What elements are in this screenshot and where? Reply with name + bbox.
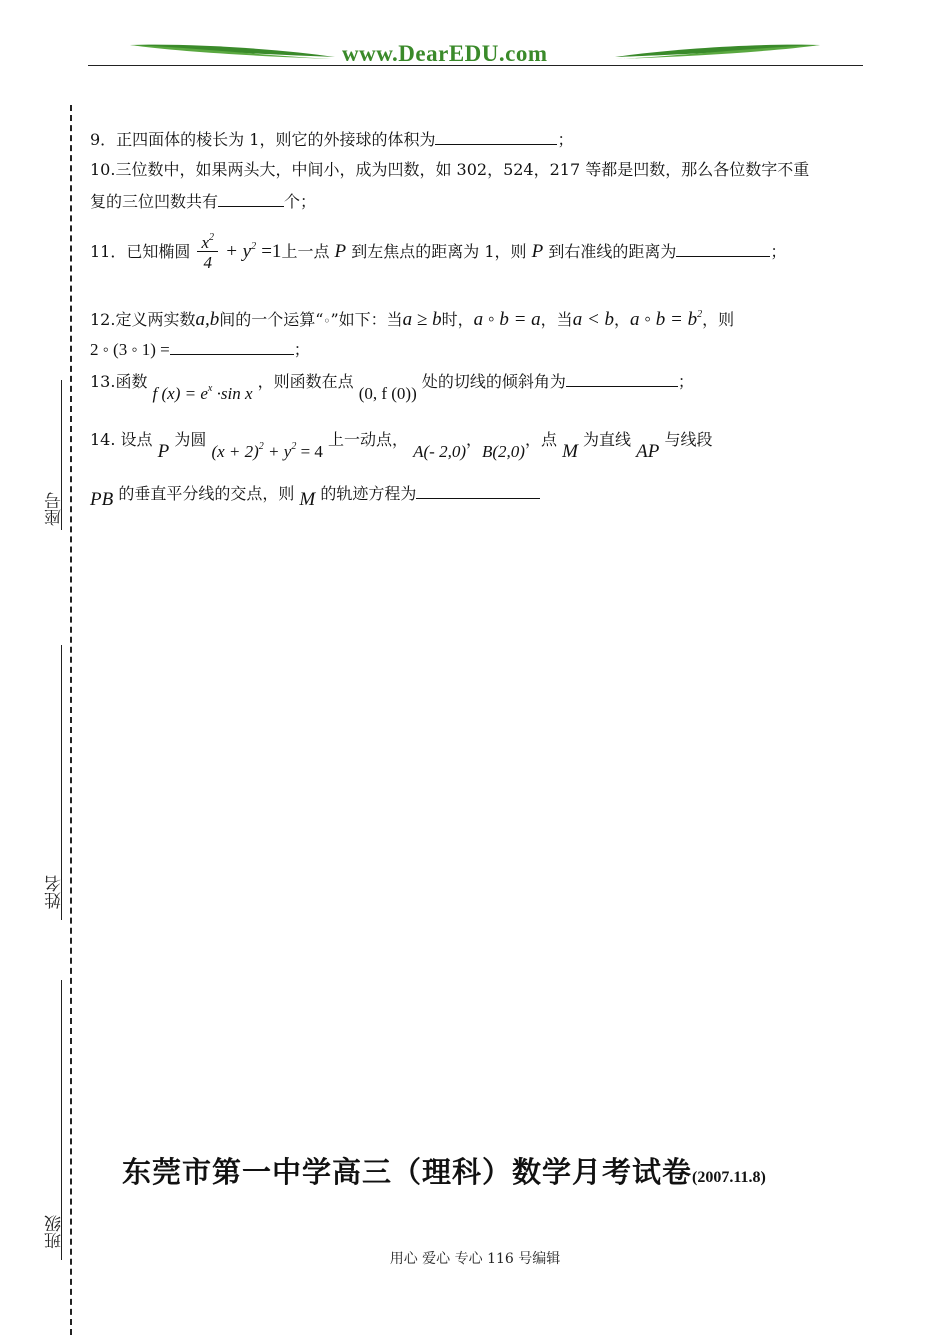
- q10-answer-blank[interactable]: [218, 192, 284, 207]
- q14-B: B(2,0): [482, 442, 525, 461]
- q9-answer-blank[interactable]: [435, 130, 557, 145]
- exam-title-date: (2007.11.8): [692, 1169, 766, 1186]
- q14-mid1: 为圆: [174, 430, 207, 449]
- q14-mid3: 为直线: [583, 430, 632, 449]
- q14-M2: M: [299, 489, 316, 510]
- q11-eq: =1: [261, 241, 282, 262]
- question-14-line2: [90, 484, 540, 510]
- q11-p2: P: [531, 241, 544, 262]
- binding-dashed-line: [70, 105, 72, 1335]
- q9-text: 9．正四面体的棱长为 1，则它的外接球的体积为: [90, 130, 436, 149]
- q14-sep2: ，点: [524, 430, 557, 449]
- brand-logo-text: www.DearEDU.com: [342, 41, 548, 66]
- q10-line2b: 个；: [284, 192, 317, 211]
- header-rule: [88, 65, 863, 66]
- page-footer: 用心 爱心 专心 116 号编辑: [389, 1251, 561, 1267]
- q12-pre: 12.定义两实数: [90, 310, 196, 329]
- question-9: [90, 130, 573, 148]
- q14-circle2-exp: 2: [291, 441, 297, 452]
- q11-mid3: 到右准线的距离为: [548, 242, 677, 261]
- q12-cond1: a ≥ b: [402, 309, 442, 330]
- exam-title: [122, 1150, 766, 1191]
- q14-sep1: ，: [466, 430, 483, 449]
- q12-mid1: 间的一个运算“: [219, 310, 324, 329]
- q11-mid2: 到左焦点的距离为 1，则: [351, 242, 527, 261]
- q13-func-exp: x: [207, 383, 213, 394]
- q12-answer-blank[interactable]: [170, 340, 294, 355]
- q13-func: f (x) = e: [152, 384, 208, 403]
- q11-frac-den: 4: [203, 253, 212, 272]
- exam-title-main: 东莞市第一中学高三（理科）数学月考试卷: [122, 1155, 693, 1189]
- q12-cond2: a < b: [572, 309, 615, 330]
- question-10-line2: [90, 192, 316, 210]
- q14-circle-exp: 2: [258, 441, 264, 452]
- q13-point: (0, f (0)): [358, 384, 417, 403]
- q12-tail: ；: [293, 340, 310, 359]
- name-label: 姓名: [45, 875, 65, 909]
- q14-mid5: 的垂直平分线的交点，则: [118, 484, 295, 503]
- q12-op: ◦: [323, 314, 331, 328]
- q14-mid2: 上一动点，: [328, 430, 409, 449]
- q12-ab: a,b: [195, 309, 220, 330]
- q14-answer-blank[interactable]: [416, 484, 540, 499]
- q13-mid2: 处的切线的倾斜角为: [421, 372, 566, 391]
- q11-p1: P: [334, 241, 347, 262]
- class-label: 班级: [45, 1215, 65, 1249]
- q14-M1: M: [562, 441, 578, 462]
- q14-PB: PB: [90, 489, 114, 510]
- q11-tail: ；: [770, 242, 787, 261]
- q12-mid5: ，: [614, 310, 631, 329]
- q13-pre: 13.函数: [90, 372, 148, 391]
- q10-line1: 10.三位数中，如果两头大，中间小，成为凹数，如 302，524，217 等都是凹数，那么各位数字不重: [90, 160, 810, 179]
- q14-circle3: = 4: [296, 442, 323, 461]
- q10-line2a: 复的三位凹数共有: [90, 192, 219, 211]
- q11-expr: + y: [225, 241, 252, 262]
- question-10-line1: [90, 162, 809, 178]
- question-13: [90, 372, 694, 403]
- seat-label: 座号: [45, 492, 65, 526]
- q12-res1: a ◦ b = a: [473, 309, 541, 330]
- q14-circle: (x + 2): [211, 442, 259, 461]
- q11-num-exp: 2: [209, 232, 215, 243]
- q12-line2: 2 ◦ (3 ◦ 1) =: [90, 340, 170, 359]
- q13-mid: ，则函数在点: [257, 372, 354, 391]
- q11-answer-blank[interactable]: [676, 242, 770, 257]
- q11-pre: 11．已知椭圆: [90, 242, 191, 261]
- q11-mid1: 上一点: [281, 242, 330, 261]
- q14-AP: AP: [636, 441, 660, 462]
- question-12-line1: [90, 310, 734, 329]
- q11-frac-num: x: [201, 233, 210, 252]
- question-12-line2: [90, 340, 310, 358]
- q14-p: P: [157, 441, 170, 462]
- q12-res2-exp: 2: [697, 309, 703, 320]
- q12-mid3: 时，: [441, 310, 474, 329]
- question-11: [90, 234, 786, 271]
- question-14-line1: [90, 430, 713, 462]
- q12-mid6: ，则: [702, 310, 735, 329]
- q12-mid2: ”如下：当: [330, 310, 403, 329]
- q14-circle2: + y: [263, 442, 292, 461]
- q11-exp: 2: [251, 241, 257, 252]
- q13-answer-blank[interactable]: [566, 372, 678, 387]
- q13-func2: ·sin x: [212, 384, 253, 403]
- q14-pre: 14. 设点: [90, 430, 153, 449]
- q14-mid4: 与线段: [664, 430, 713, 449]
- q14-mid6: 的轨迹方程为: [320, 484, 417, 503]
- q13-tail: ；: [677, 372, 694, 391]
- q12-mid4: ，当: [540, 310, 573, 329]
- q12-res2: a ◦ b = b: [630, 309, 698, 330]
- q9-tail: ；: [557, 130, 574, 149]
- q14-A: A(- 2,0): [413, 442, 466, 461]
- q11-fraction: [197, 234, 218, 271]
